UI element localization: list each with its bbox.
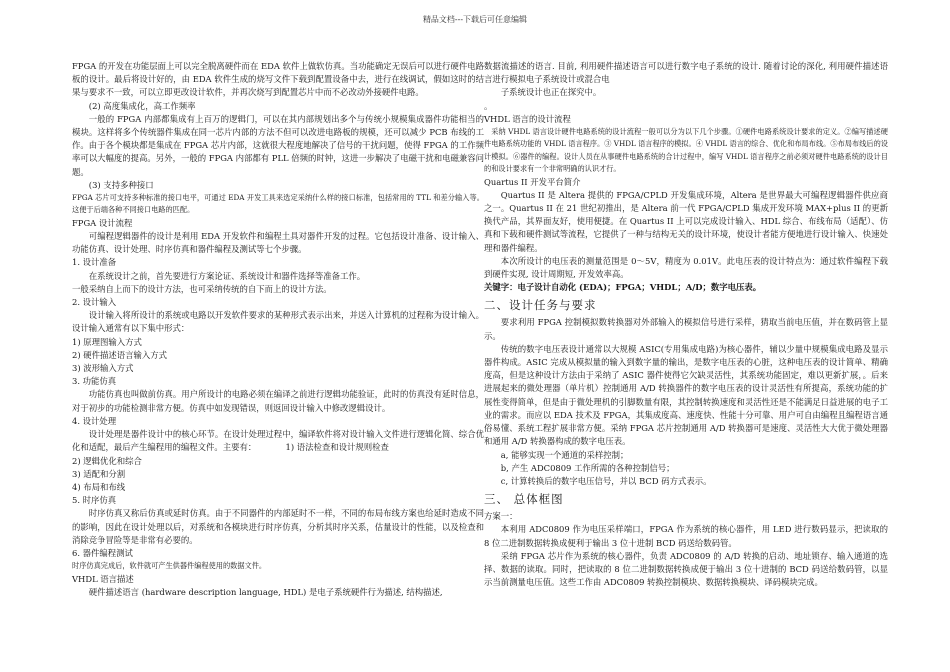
paragraph: 硬件描述语言 (hardware description language, HDL) 是电子系统硬件行为描述, 结构描述, [88, 586, 443, 597]
paragraph: 2. 设计输入 [72, 297, 117, 308]
section-heading: 二、设计任务与要求 [484, 298, 597, 313]
paragraph: 5. 时序仿真 [72, 495, 117, 506]
paragraph: FPGA 芯片可支持多种标准的接口电平，可通过 EDA 开发工具来选定采纳什么样的接口标准，包括常用的 TTL 和差分输入等。这便于后端各种不同接口电路的匹配。 [72, 193, 484, 215]
paragraph: 1. 设计准备 [72, 257, 117, 268]
page-header: 精品文档---下载后可任意编辑 [422, 15, 528, 24]
paragraph: 可编程逻辑器件的设计是利用 EDA 开发软件和编程土具对器件开发的过程。它包括设计准备、设计输入、功能仿真、设计处理、时序仿真和器件编程及测试等七个步骤。 [72, 231, 484, 255]
right-column [484, 60, 888, 589]
left-column [72, 60, 484, 599]
paragraph: 方案一： [484, 511, 518, 522]
paragraph: (2) 高度集成化，高工作频率 [88, 100, 196, 111]
paragraph: 功能仿真也叫做前仿真。用户所设计的电路必须在编译之前进行逻辑功能验证，此时的仿真没有延时信息，对于初步的功能检测非常方便。仿真中如发现错误，则返回设计输入中修改逻辑设计。 [72, 389, 484, 413]
paragraph: 一般的 FPGA 内部都集成有上百万的逻辑门，可以在其内部规划出多个与传统小规模集成器件功能相当的模块。这样将多个传统器件集成在同一芯片内部的方法不但可以改进电路板的规模，还可以减少 PCB 布线的工作。由于各个模块都是集成在 FPGA 芯片内部，这就很大程度地解决了信号的干扰问题，使得 FPGA 的工作频率可以大幅度的提高。另外，一般的 FPGA 内部都有 PLL 倍频的时钟，这进一步解决了电磁干扰和电磁兼容问题。 [72, 113, 484, 177]
paragraph: 子系统设计也正在探究中。 [500, 87, 602, 98]
paragraph: FPGA 设计流程 [72, 217, 133, 228]
paragraph: 4) 布局和布线 [72, 481, 126, 492]
paragraph: 3. 功能仿真 [72, 376, 117, 387]
paragraph: c, 计算转换后的数字电压信号，并以 BCD 码方式表示。 [500, 475, 712, 486]
paragraph: 传统的数字电压表设计通常以大规模 ASIC(专用集成电路)为核心器件，辅以少量中规模集成电路及显示器件构成。ASIC 完成从模拟量的输入到数字量的输出，是数字电压表的心脏，这种电压表的设计简单、精确度高，但是这种设计方法由于采纳了 ASIC 器件使得它欠缺灵活性，其系统功能固定，难以更新扩展，。后来进展起来的微处理器（单片机）控制通用 A/D 转换器件的数字电压表的设计灵活性有所提高，系统功能的扩展性变得简单，但是由于微处理机的引脚数量有限，其控制转换速度和灵活性还是不能满足日益进展的电子工业的需求。而应以 EDA 技术及 FPGA，其集成度高、速度快、性能十分可靠、用户可自由编程且编程语言通俗易懂、系统工程扩展非常方便。采纳 FPGA 芯片控制通用 A/D 转换器可是速度、灵活性大大优于微处理器和通用 A/D 转换器构成的数字电压表。 [484, 343, 888, 447]
paragraph: 时序仿真完成后，软件就可产生供器件编程使用的数据文件。 [72, 561, 267, 571]
paragraph: 时序仿真又称后仿真或延时仿真。由于不同器件的内部延时不一样，不同的布局布线方案也给延时造成不同的影响，因此在设计处理以后，对系统和各模块进行时序仿真，分析其时序关系，估量设计的性能，以及检查和消除竞争冒险等是非常有必要的。 [72, 508, 484, 545]
paragraph: 1) 原理图输入方式 [72, 336, 142, 347]
paragraph: 2) 硬件描述语言输入方式 [72, 349, 168, 360]
paragraph: b, 产生 ADC0809 工作所需的各种控制信号； [500, 462, 675, 473]
paragraph: Quartus II 开发平台简介 [484, 176, 581, 187]
paragraph: 2) 逻辑优化和综合 [72, 455, 142, 466]
paragraph: 采纳 VHDL 语言设计硬件电路系统的设计流程一般可以分为以下几个步骤。①硬件电路系统设计要求的定义。②编写描述硬件电路系统功能的 VHDL 语言程序。③ VHDL 语言程序的模拟。④ VHDL 语言的综合、优化和布局布线。⑤布局布线后的设计模拟。⑥器件的编程。设计人员在从事硬件电路系统的合计过程中，编写 VHDL 语言程序之前必须对硬件电路系统的设计目的和设计要求有一个非常明确的认识才行。 [484, 127, 888, 174]
paragraph: 6. 器件编程测试 [72, 547, 133, 558]
paragraph: 设计输入将所设计的系统或电路以开发软件要求的某种形式表示出来，并送入计算机的过程称为设计输入。设计输入通常有以下集中形式： [72, 310, 484, 334]
paragraph: 在系统设计之前，首先要进行方案论证、系统设计和器件选择等准备工作。 [88, 270, 366, 281]
paragraph: 数据流描述的语言. 目前, 利用硬件描述语言可以进行数字电子系统的设计. 随着讨论的深化, 利用硬件描述语言进行模拟电子系统设计或混合电 [484, 61, 888, 85]
paragraph: Quartus II 是 Altera 提供的 FPGA/CPLD 开发集成环境，Altera 是世界最大可编程逻辑器件供应商之一。Quartus II 在 21 世纪初推出，是 Altera 前一代 FPGA/CPLD 集成开发环境 MAX+plus II 的更新换代产品，其界面友好，使用便捷。在 Quartus II 上可以完成设计输入、HDL 综合、布线布局（适配）、仿真和下载和硬件测试等流程，它提供了一种与结构无关的设计环境，使设计者能方便地进行设计输入、快速处理和器件编程。 [484, 189, 888, 253]
paragraph: 关键字：电子设计自动化 (EDA)；FPGA；VHDL；A/D；数字电压表。 [484, 282, 762, 293]
paragraph: 采纳 FPGA 芯片作为系统的核心器件，负责 ADC0809 的 A/D 转换的启动、地址锁存、输入通道的选择、数据的读取。同时，把读取的 8 位二进制数据转换成便于输出 3 位十进制的 BCD 码送给数码管，以显示当前测量电压值。这些工作由 ADC0809 转换控制模块、数据转换模块、译码模块完成。 [484, 550, 888, 588]
paragraph: 设计处理是器件设计中的核心环节。在设计处理过程中，编译软件将对设计输入文件进行逻辑化简、综合优化和适配，最后产生编程用的编程文件。主要有： 1) 语法检查和设计规则检查 [72, 429, 484, 453]
paragraph: 要求利用 FPGA 控制模拟数转换器对外部输入的模拟信号进行采样，猜取当前电压值，并在数码管上显示。 [484, 317, 888, 341]
paragraph: VHDL 语言的设计流程 [484, 113, 571, 124]
paragraph: 3) 适配和分割 [72, 468, 126, 479]
paragraph: 本利用 ADC0809 作为电压采样端口，FPGA 作为系统的核心器件，用 LED 进行数码显示，把读取的 8 位二进制数据转换成便利于输出 3 位十进制 BCD 码送给数码管。 [484, 524, 888, 548]
paragraph: FPGA 的开发在功能层面上可以完全脱离硬件而在 EDA 软件上做软仿真。当功能确定无误后可以进行硬件电路板的设计。最后将设计好的，由 EDA 软件生成的烧写文件下载到配置设备中去，进行在线调试，假如这时的结果与要求不一致，可以立即更改设计软件，并再次烧写到配置芯片中而不必改动外接硬件电路。 [72, 61, 484, 98]
paragraph: a, 能够实现一个通道的采样控制； [500, 449, 629, 460]
paragraph: 4. 设计处理 [72, 415, 117, 426]
paragraph: 。 [484, 100, 493, 111]
paragraph: (3) 支持多种接口 [88, 179, 154, 190]
paragraph: 一般采纳自上而下的设计方法，也可采纳传统的自下而上的设计方法。 [72, 283, 332, 294]
paragraph: VHDL 语言描述 [72, 573, 134, 584]
section-heading: 三、 总体框图 [484, 492, 564, 507]
paragraph: 本次所设计的电压表的测量范围是 0～5V，精度为 0.01V。此电压表的设计特点为：通过软件编程下载到硬件实现, 设计周期短, 开发效率高。 [484, 255, 888, 280]
paragraph: 3) 波形输入方式 [72, 363, 134, 374]
